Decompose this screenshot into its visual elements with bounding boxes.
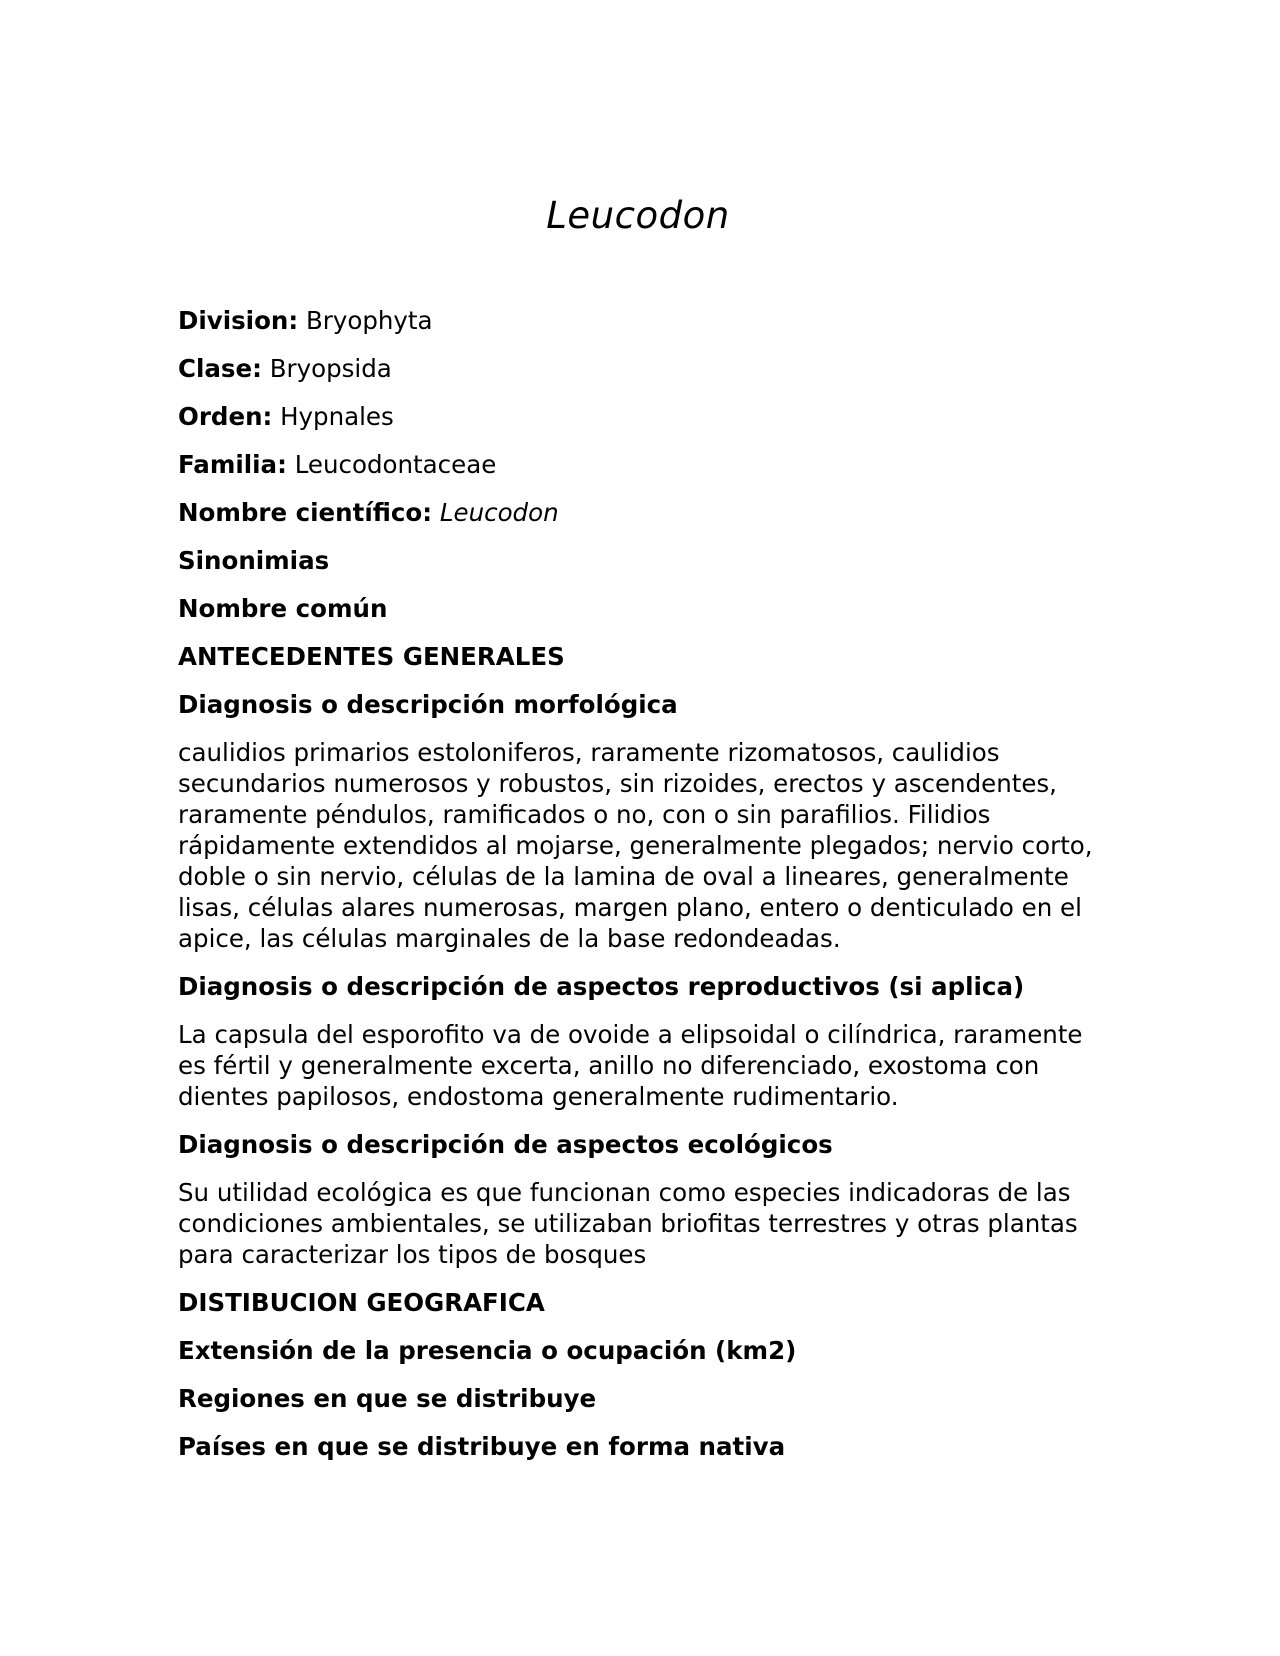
taxonomy-clase-value: Bryopsida	[269, 354, 392, 383]
taxonomy-orden-label: Orden:	[178, 402, 273, 431]
ecologicos-heading: Diagnosis o descripción de aspectos ecológicos	[178, 1130, 833, 1159]
ecologicos-text: Su utilidad ecológica es que funcionan como especies indicadoras de las condiciones ambientales, se utilizaban briofitas terrestres y otras plantas para caracterizar los tipos de bosques	[178, 1178, 1078, 1269]
regiones-heading: Regiones en que se distribuye	[178, 1384, 597, 1413]
taxonomy-orden	[178, 401, 1108, 432]
reproductivos-heading: Diagnosis o descripción de aspectos reproductivos (si aplica)	[178, 972, 1025, 1001]
nombre-comun-heading: Nombre común	[178, 594, 388, 623]
morfologia-heading: Diagnosis o descripción morfológica	[178, 690, 678, 719]
morfologia-text: caulidios primarios estoloniferos, raramente rizomatosos, caulidios secundarios numerosos y robustos, sin rizoides, erectos y ascendentes, raramente péndulos, ramificados o no, con o sin parafilios. Filidios rápidamente extendidos al mojarse, generalmente plegados; nervio corto, doble o sin nervio, células de la lamina de oval a lineares, generalmente lisas, células alares numerosas, margen plano, entero o denticulado en el apice, las células marginales de la base redondeadas.	[178, 738, 1093, 953]
taxonomy-nombre-cientifico-label: Nombre científico:	[178, 498, 433, 527]
sinonimias-heading: Sinonimias	[178, 546, 330, 575]
reproductivos-text: La capsula del esporofito va de ovoide a elipsoidal o cilíndrica, raramente es fértil y generalmente excerta, anillo no diferenciado, exostoma con dientes papilosos, endostoma generalmente rudimentario.	[178, 1020, 1083, 1111]
taxonomy-nombre-cientifico-value: Leucodon	[439, 498, 559, 527]
taxonomy-division-label: Division:	[178, 306, 299, 335]
taxonomy-clase	[178, 353, 1108, 384]
taxonomy-familia-label: Familia:	[178, 450, 287, 479]
taxonomy-orden-value: Hypnales	[280, 402, 394, 431]
extension-heading: Extensión de la presencia o ocupación (km2)	[178, 1336, 797, 1365]
distribucion-heading: DISTIBUCION GEOGRAFICA	[178, 1288, 545, 1317]
taxonomy-nombre-cientifico	[178, 497, 1108, 528]
antecedentes-heading: ANTECEDENTES GENERALES	[178, 642, 565, 671]
taxonomy-division	[178, 305, 1108, 336]
taxonomy-clase-label: Clase:	[178, 354, 262, 383]
taxonomy-division-value: Bryophyta	[305, 306, 433, 335]
taxonomy-familia-value: Leucodontaceae	[294, 450, 497, 479]
paises-heading: Países en que se distribuye en forma nativa	[178, 1432, 786, 1461]
document-body	[178, 305, 1108, 1479]
document-title: Leucodon	[546, 194, 730, 237]
taxonomy-familia	[178, 449, 1108, 480]
